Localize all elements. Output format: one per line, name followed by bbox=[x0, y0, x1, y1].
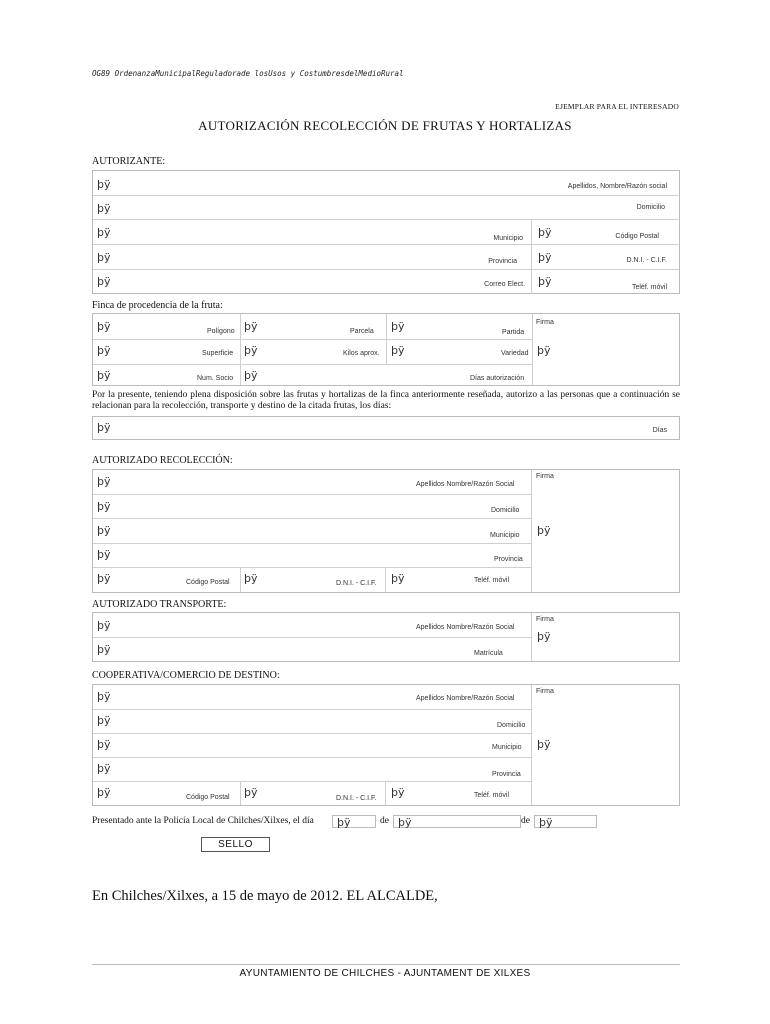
divider bbox=[531, 613, 532, 661]
coop-provincia-label: Provincia bbox=[492, 771, 521, 778]
divider bbox=[386, 314, 387, 364]
coop-firma-input[interactable]: þÿ bbox=[537, 738, 551, 751]
copy-label: EJEMPLAR PARA EL INTERESADO bbox=[555, 102, 679, 111]
divider bbox=[531, 219, 532, 294]
recol-apellidos-input[interactable]: þÿ bbox=[97, 475, 111, 488]
footer-text: AYUNTAMIENTO DE CHILCHES - AJUNTAMENT DE XILXES bbox=[239, 968, 531, 979]
superficie-input[interactable]: þÿ bbox=[97, 344, 111, 357]
correo-label: Correo Elect. bbox=[484, 281, 525, 288]
coop-provincia-input[interactable]: þÿ bbox=[97, 762, 111, 775]
partida-label: Partida bbox=[502, 329, 525, 336]
variedad-input[interactable]: þÿ bbox=[391, 344, 405, 357]
dias-section bbox=[92, 416, 680, 440]
divider bbox=[93, 733, 532, 734]
anio-input[interactable] bbox=[534, 815, 597, 828]
coop-domicilio-label: Domicilio bbox=[497, 722, 526, 729]
divider bbox=[93, 709, 532, 710]
recoleccion-heading: AUTORIZADO RECOLECCIÓN: bbox=[92, 455, 233, 466]
divider bbox=[93, 543, 532, 544]
provincia-input[interactable]: þÿ bbox=[97, 251, 111, 264]
divider bbox=[93, 637, 532, 638]
transporte-heading: AUTORIZADO TRANSPORTE: bbox=[92, 599, 227, 610]
parcela-input[interactable]: þÿ bbox=[244, 320, 258, 333]
divider bbox=[93, 364, 533, 365]
domicilio-input[interactable]: þÿ bbox=[97, 202, 111, 215]
recol-provincia-label: Provincia bbox=[494, 556, 523, 563]
page-title: AUTORIZACIÓN RECOLECCIÓN DE FRUTAS Y HORTALIZAS bbox=[198, 118, 572, 133]
divider bbox=[532, 314, 533, 385]
dias-autorizacion-input[interactable]: þÿ bbox=[244, 369, 258, 382]
divider bbox=[93, 244, 679, 245]
firma-input[interactable]: þÿ bbox=[537, 344, 551, 357]
domicilio-label: Domicilio bbox=[636, 204, 665, 211]
trans-matricula-label: Matrícula bbox=[474, 650, 503, 657]
coop-municipio-input[interactable]: þÿ bbox=[97, 738, 111, 751]
footer-divider bbox=[92, 964, 680, 965]
recol-cp-input[interactable]: þÿ bbox=[97, 572, 111, 585]
parcela-label: Parcela bbox=[350, 328, 374, 335]
divider bbox=[93, 195, 679, 196]
sello-button[interactable]: SELLO bbox=[201, 837, 270, 852]
recol-provincia-input[interactable]: þÿ bbox=[97, 548, 111, 561]
recol-apellidos-label: Apellidos Nombre/Razón Social bbox=[416, 481, 515, 488]
divider bbox=[93, 339, 533, 340]
trans-apellidos-label: Apellidos Nombre/Razón Social bbox=[416, 624, 515, 631]
recol-municipio-label: Municipio bbox=[490, 532, 520, 539]
divider bbox=[93, 269, 679, 270]
recol-dni-input[interactable]: þÿ bbox=[244, 572, 258, 585]
correo-input[interactable]: þÿ bbox=[97, 275, 111, 288]
partida-input[interactable]: þÿ bbox=[391, 320, 405, 333]
trans-firma-input[interactable]: þÿ bbox=[537, 630, 551, 643]
dni-label: D.N.I. - C.I.F. bbox=[626, 257, 667, 264]
coop-telef-label: Teléf. móvil bbox=[474, 792, 510, 799]
coop-municipio-label: Municipio bbox=[492, 744, 522, 751]
transporte-section bbox=[92, 612, 680, 662]
coop-cp-label: Código Postal bbox=[186, 794, 230, 801]
divider bbox=[385, 567, 386, 592]
codigo-postal-label: Código Postal bbox=[615, 233, 659, 240]
anio-glyph: þÿ bbox=[539, 816, 553, 829]
dia-input[interactable] bbox=[332, 815, 376, 828]
firma-label: Firma bbox=[536, 319, 554, 326]
recol-firma-input[interactable]: þÿ bbox=[537, 524, 551, 537]
num-socio-label: Num. Socio bbox=[197, 375, 234, 382]
divider bbox=[93, 757, 532, 758]
divider bbox=[93, 518, 532, 519]
de-label-1: de bbox=[380, 816, 389, 826]
recoleccion-section bbox=[92, 469, 680, 593]
kilos-input[interactable]: þÿ bbox=[244, 344, 258, 357]
cooperativa-section bbox=[92, 684, 680, 806]
dias-input[interactable]: þÿ bbox=[97, 421, 111, 434]
kilos-label: Kilos aprox. bbox=[343, 350, 380, 357]
recol-domicilio-input[interactable]: þÿ bbox=[97, 500, 111, 513]
recol-telef-input[interactable]: þÿ bbox=[391, 572, 405, 585]
divider bbox=[531, 685, 532, 805]
cooperativa-heading: COOPERATIVA/COMERCIO DE DESTINO: bbox=[92, 670, 280, 681]
provincia-label: Provincia bbox=[488, 258, 517, 265]
variedad-label: Variedad bbox=[501, 350, 529, 357]
divider bbox=[240, 314, 241, 385]
de-label-2: de bbox=[521, 816, 530, 826]
superficie-label: Superficie bbox=[202, 350, 234, 357]
mes-input[interactable] bbox=[393, 815, 521, 828]
coop-apellidos-label: Apellidos Nombre/Razón Social bbox=[416, 695, 515, 702]
divider bbox=[240, 781, 241, 805]
authorization-paragraph: Por la presente, teniendo plena disposición sobre las frutas y hortalizas de la finca anteriormente reseñada, autorizo a las personas que a continuación se relacionan para la recolección, transporte y destino de la citada frutas, los días: bbox=[92, 390, 680, 411]
trans-firma-label: Firma bbox=[536, 616, 554, 623]
closing-text: En Chilches/Xilxes, a 15 de mayo de 2012. EL ALCALDE, bbox=[92, 888, 438, 904]
coop-telef-input[interactable]: þÿ bbox=[391, 786, 405, 799]
divider bbox=[93, 781, 532, 782]
divider bbox=[385, 781, 386, 805]
poligono-label: Polígono bbox=[207, 328, 235, 335]
coop-dni-input[interactable]: þÿ bbox=[244, 786, 258, 799]
coop-apellidos-input[interactable]: þÿ bbox=[97, 690, 111, 703]
dias-label: Días bbox=[652, 427, 667, 434]
divider bbox=[531, 470, 532, 592]
trans-apellidos-input[interactable]: þÿ bbox=[97, 619, 111, 632]
poligono-input[interactable]: þÿ bbox=[97, 320, 111, 333]
mes-glyph: þÿ bbox=[398, 816, 412, 829]
dia-glyph: þÿ bbox=[337, 816, 351, 829]
recol-dni-label: D.N.I. - C.I.F. bbox=[336, 580, 377, 587]
municipio-label: Municipio bbox=[493, 235, 523, 242]
recol-telef-label: Teléf. móvil bbox=[474, 577, 510, 584]
trans-matricula-input[interactable]: þÿ bbox=[97, 643, 111, 656]
ordinance-code: OG89 OrdenanzaMunicipalReguladorade losUsos y CostumbresdelMedioRural bbox=[92, 69, 404, 78]
codigo-postal-input[interactable]: þÿ bbox=[538, 226, 552, 239]
autorizante-heading: AUTORIZANTE: bbox=[92, 156, 166, 167]
finca-section bbox=[92, 313, 680, 386]
recol-cp-label: Código Postal bbox=[186, 579, 230, 586]
dias-autorizacion-label: Días autorización bbox=[470, 375, 525, 382]
finca-heading: Finca de procedencia de la fruta: bbox=[92, 300, 223, 311]
num-socio-input[interactable]: þÿ bbox=[97, 369, 111, 382]
divider bbox=[93, 219, 679, 220]
apellidos-input[interactable]: þÿ bbox=[97, 178, 111, 191]
recol-municipio-input[interactable]: þÿ bbox=[97, 524, 111, 537]
divider bbox=[240, 567, 241, 592]
coop-domicilio-input[interactable]: þÿ bbox=[97, 714, 111, 727]
recol-firma-label: Firma bbox=[536, 473, 554, 480]
coop-firma-label: Firma bbox=[536, 688, 554, 695]
municipio-input[interactable]: þÿ bbox=[97, 226, 111, 239]
presentado-text: Presentado ante la Policía Local de Chilches/Xilxes, el día bbox=[92, 816, 314, 826]
divider bbox=[93, 494, 532, 495]
apellidos-label: Apellidos, Nombre/Razón social bbox=[567, 183, 667, 190]
coop-dni-label: D.N.I. - C.I.F. bbox=[336, 795, 377, 802]
dni-input[interactable]: þÿ bbox=[538, 251, 552, 264]
recol-domicilio-label: Domicilio bbox=[491, 507, 520, 514]
autorizante-section bbox=[92, 170, 680, 294]
coop-cp-input[interactable]: þÿ bbox=[97, 786, 111, 799]
telefono-label: Teléf. móvil bbox=[631, 284, 667, 291]
divider bbox=[93, 567, 532, 568]
telefono-input[interactable]: þÿ bbox=[538, 275, 552, 288]
